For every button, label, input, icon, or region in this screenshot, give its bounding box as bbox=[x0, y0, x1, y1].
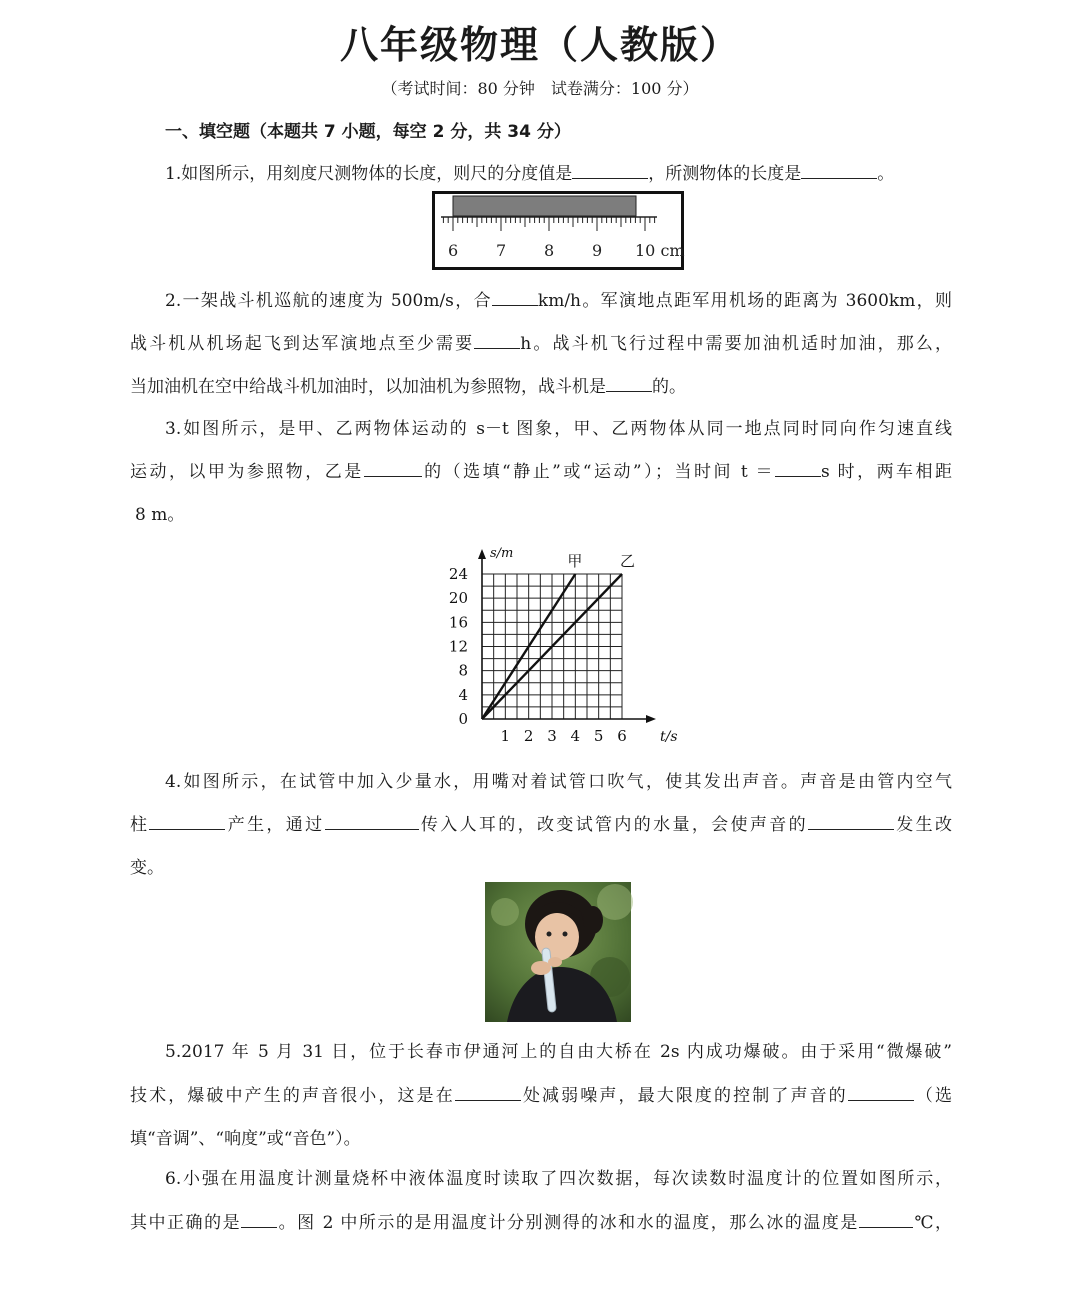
answer-blank[interactable] bbox=[492, 291, 538, 306]
answer-blank[interactable] bbox=[455, 1086, 521, 1101]
ruler-label: 6 bbox=[448, 241, 459, 260]
question-2-line-1: 2.一架战斗机巡航的速度为 500m/s，合 km/h。军演地点距军用机场的距离为 3600km，则 bbox=[165, 291, 952, 311]
ruler-label: 8 bbox=[544, 241, 555, 260]
answer-blank[interactable] bbox=[606, 377, 652, 392]
ruler-label: 9 bbox=[592, 241, 603, 260]
ruler-ticks bbox=[443, 217, 654, 231]
page-title: 八年级物理（人教版） bbox=[339, 23, 740, 67]
x-axis-arrow bbox=[646, 715, 656, 723]
answer-blank[interactable] bbox=[149, 815, 225, 830]
answer-blank[interactable] bbox=[808, 815, 894, 830]
answer-blank[interactable] bbox=[859, 1213, 913, 1228]
question-4-line-2: 柱 产生，通过 传入人耳的，改变试管内的水量，会使声音的 发生改 bbox=[130, 815, 953, 835]
y-tick-label: 8 bbox=[458, 661, 468, 680]
ruler-label: 10 cm bbox=[635, 241, 685, 260]
x-axis-label: t/s bbox=[660, 729, 678, 745]
series-label: 甲 bbox=[567, 552, 583, 570]
question-4-line-3: 变。 bbox=[130, 858, 164, 878]
answer-blank[interactable] bbox=[775, 462, 821, 477]
girl-blowing-test-tube-photo bbox=[485, 882, 631, 1022]
x-tick-label: 2 bbox=[523, 727, 534, 745]
y-tick-label: 20 bbox=[448, 589, 468, 608]
y-tick-label: 12 bbox=[448, 637, 468, 656]
section-heading: 一、填空题（本题共 7 小题，每空 2 分，共 34 分） bbox=[165, 122, 571, 142]
y-tick-label: 24 bbox=[448, 565, 468, 583]
y-tick-label: 0 bbox=[458, 710, 468, 728]
question-3-line-3: 8 m。 bbox=[135, 505, 185, 525]
question-6-line-2: 其中正确的是 。图 2 中所示的是用温度计分别测得的冰和水的温度，那么冰的温度是 ℃， bbox=[130, 1213, 952, 1233]
answer-blank[interactable] bbox=[848, 1086, 914, 1101]
question-6-line-1: 6.小强在用温度计测量烧杯中液体温度时读取了四次数据，每次读数时温度计的位置如图所示， bbox=[165, 1169, 952, 1189]
s-t-graph bbox=[425, 545, 678, 750]
exam-info: （考试时间：80 分钟 试卷满分：100 分） bbox=[381, 79, 699, 98]
question-5-line-1: 5.2017 年 5 月 31 日，位于长春市伊通河上的自由大桥在 2s 内成功爆破。由于采用“微爆破” bbox=[165, 1042, 952, 1062]
x-tick-label: 5 bbox=[593, 727, 604, 745]
x-tick-label: 1 bbox=[500, 727, 511, 745]
x-tick-label: 4 bbox=[570, 727, 581, 745]
question-3-line-1: 3.如图所示，是甲、乙两物体运动的 s－t 图象，甲、乙两物体从同一地点同时同向作匀速直线 bbox=[165, 419, 952, 439]
series-label: 乙 bbox=[620, 552, 636, 570]
answer-blank[interactable] bbox=[241, 1213, 277, 1228]
answer-blank[interactable] bbox=[801, 164, 877, 179]
answer-blank[interactable] bbox=[572, 164, 648, 179]
ruler-label: 7 bbox=[496, 241, 507, 260]
question-5-line-2: 技术，爆破中产生的声音很小，这是在 处减弱噪声，最大限度的控制了声音的 （选 bbox=[130, 1086, 953, 1106]
y-tick-label: 16 bbox=[448, 613, 468, 632]
x-tick-label: 6 bbox=[617, 727, 627, 745]
question-4-line-1: 4.如图所示，在试管中加入少量水，用嘴对着试管口吹气，使其发出声音。声音是由管内空气 bbox=[165, 772, 952, 792]
measured-object bbox=[453, 196, 636, 216]
question-2-line-3: 当加油机在空中给战斗机加油时，以加油机为参照物，战斗机是 的。 bbox=[130, 377, 686, 397]
ruler-figure bbox=[432, 191, 684, 270]
y-tick-label: 4 bbox=[458, 685, 468, 704]
answer-blank[interactable] bbox=[474, 334, 520, 349]
question-1: 1.如图所示，用刻度尺测物体的长度，则尺的分度值是 ，所测物体的长度是 。 bbox=[165, 164, 895, 184]
x-tick-label: 3 bbox=[547, 727, 557, 745]
question-3-line-2: 运动，以甲为参照物，乙是 的（选填“静止”或“运动”）；当时间 t ＝ s 时，两车相距 bbox=[130, 462, 952, 482]
answer-blank[interactable] bbox=[325, 815, 419, 830]
y-axis-label: s/m bbox=[490, 546, 514, 561]
answer-blank[interactable] bbox=[364, 462, 422, 477]
question-5-line-3: 填“音调”、“响度”或“音色”）。 bbox=[130, 1129, 361, 1149]
question-2-line-2: 战斗机从机场起飞到达军演地点至少需要 h。战斗机飞行过程中需要加油机适时加油，那么， bbox=[130, 334, 953, 354]
y-axis-arrow bbox=[478, 549, 486, 559]
